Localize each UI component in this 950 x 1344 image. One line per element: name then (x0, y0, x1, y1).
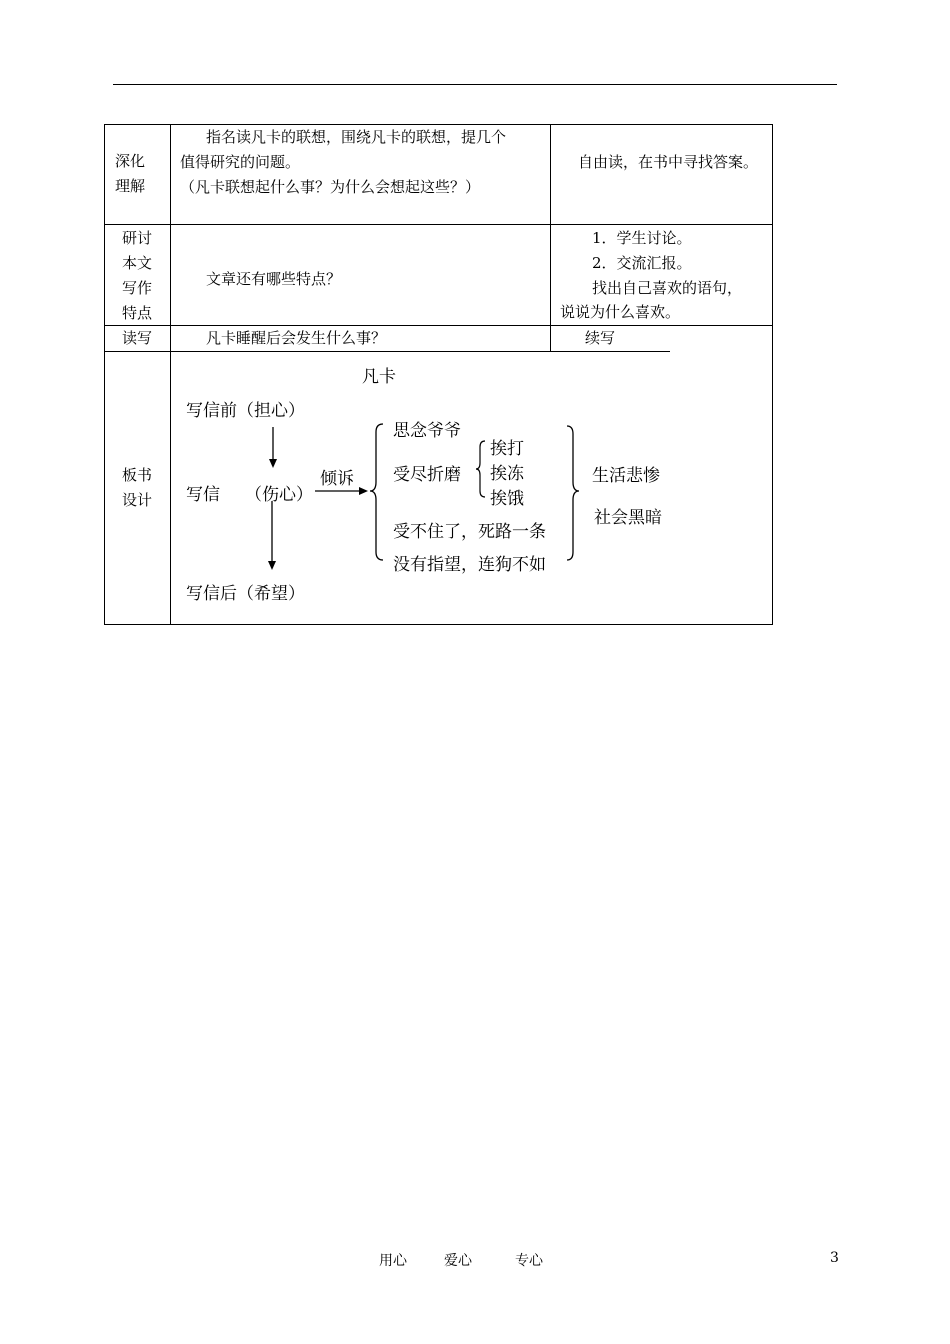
board-sub-item: 挨饿 (490, 489, 524, 509)
arrow-head (269, 459, 277, 468)
row3-activity: 续写 (585, 329, 616, 347)
arrow-head (359, 487, 368, 495)
board-after: 写信后（希望） (186, 584, 305, 604)
right-brace (567, 426, 579, 560)
footer-motto: 爱心 (444, 1253, 472, 1269)
left-brace (370, 424, 383, 560)
label-line: 特点 (121, 304, 152, 322)
board-letter: 写信 (186, 485, 220, 505)
board-item: 受不住了，死路一条 (393, 522, 546, 542)
row2-activity-line: 2．交流汇报。 (592, 254, 692, 272)
arrow-head (268, 561, 276, 570)
label-line: 板书 (121, 466, 152, 484)
board-item: 受尽折磨 (393, 465, 461, 485)
row1-activity: 自由读，在书中寻找答案。 (578, 153, 759, 171)
board-item: 没有指望，连狗不如 (393, 555, 546, 575)
label-line: 本文 (121, 254, 152, 272)
row2-activity-line: 1．学生讨论。 (592, 229, 692, 247)
board-sub-item: 挨冻 (490, 464, 524, 484)
board-verb: 倾诉 (320, 469, 354, 489)
label-line: 读写 (121, 329, 152, 347)
board-conclusion: 生活悲惨 (592, 466, 660, 486)
board-title: 凡卡 (362, 367, 396, 387)
row3-content: 凡卡睡醒后会发生什么事？ (206, 329, 387, 347)
footer-motto: 用心 (379, 1253, 407, 1269)
label-line: 设计 (121, 491, 152, 509)
page-number: 3 (830, 1250, 839, 1266)
board-before: 写信前（担心） (186, 401, 305, 421)
label-line: 研讨 (121, 229, 152, 247)
row1-content-line: （凡卡联想起什么事？为什么会想起这些？） (180, 178, 481, 196)
footer-motto: 专心 (515, 1253, 543, 1269)
board-letter-mood: （伤心） (245, 485, 313, 505)
board-sub-item: 挨打 (490, 439, 524, 459)
row1-content-line: 指名读凡卡的联想，围绕凡卡的联想，提几个 (206, 128, 507, 146)
label-line: 深化 (114, 152, 145, 170)
row2-activity-line: 找出自己喜欢的语句， (592, 279, 743, 297)
board-item: 思念爷爷 (393, 421, 461, 441)
row1-content-line: 值得研究的问题。 (180, 153, 301, 171)
row2-activity-line: 说说为什么喜欢。 (560, 303, 681, 321)
small-brace (476, 441, 485, 497)
board-conclusion: 社会黑暗 (594, 508, 662, 528)
label-line: 理解 (114, 177, 145, 195)
row2-content: 文章还有哪些特点？ (206, 270, 342, 288)
label-line: 写作 (121, 279, 152, 297)
